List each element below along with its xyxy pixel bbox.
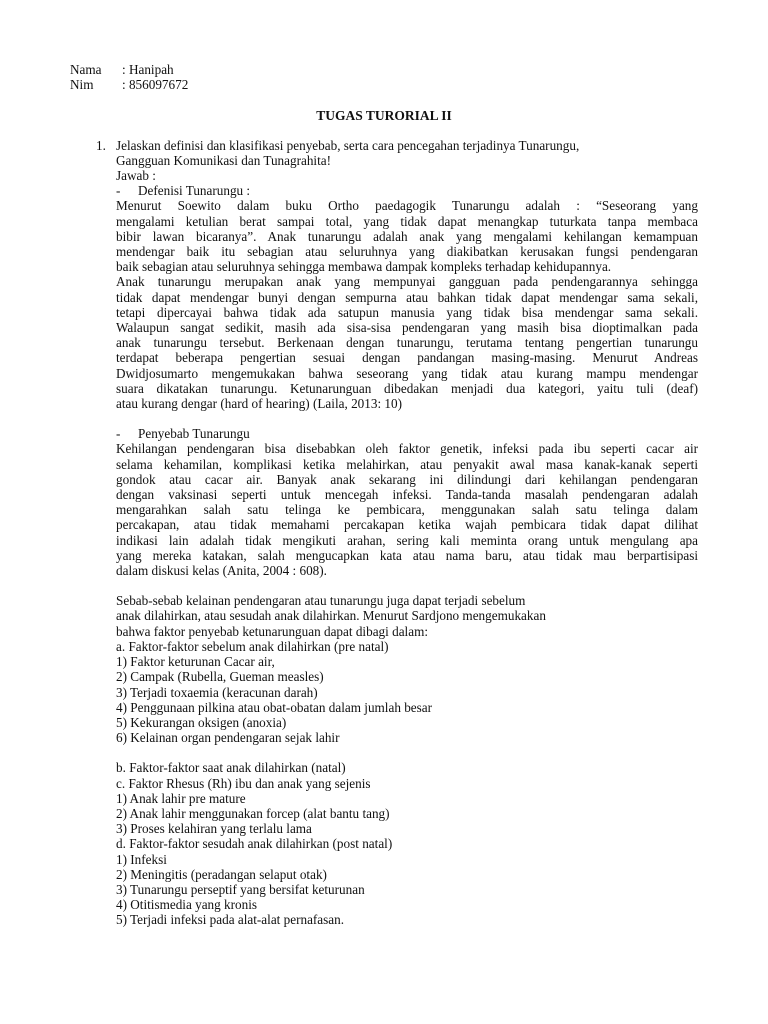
nim-label: Nim — [70, 77, 94, 93]
text-line: mendengar baik itu sebagian atau seluruhnya yang diakibatkan kerusakan fungsi pendengaran — [116, 244, 698, 260]
text-line: indikasi lain adalah tidak mengikuti arahan, sering kali meminta orang untuk mengulang apa — [116, 532, 698, 548]
spacer — [116, 578, 698, 593]
list-item: 3) Tunarungu perseptif yang bersifat keturunan — [116, 881, 365, 897]
dash-bullet: - — [116, 426, 121, 442]
text-line: Menurut Soewito dalam buku Ortho paedagogik Tunarungu adalah : “Seseorang yang — [116, 198, 698, 214]
list-item: 3) Terjadi toxaemia (keracunan darah) — [116, 684, 318, 700]
list-item: a. Faktor-faktor sebelum anak dilahirkan (pre natal) — [116, 638, 389, 654]
list-item: d. Faktor-faktor sesudah anak dilahirkan (post natal) — [116, 836, 393, 852]
text-line: mengalami ketulian berat sampai total, yang tidak dapat menangkap tuturkata tanpa membaca — [116, 213, 698, 229]
text-line: tidak dapat mendengar bunyi dengan sempurna atau bahkan tidak dapat mendengar sama sekali, — [116, 289, 698, 305]
natal-postnatal-list — [116, 760, 698, 927]
answer-body — [116, 168, 698, 928]
nim-row — [70, 77, 188, 92]
list-item: 5) Kekurangan oksigen (anoxia) — [116, 714, 287, 730]
text-line: anak dilahirkan, atau sesudah anak dilahirkan. Menurut Sardjono mengemukakan — [116, 608, 546, 624]
list-item: 3) Proses kelahiran yang terlalu lama — [116, 821, 312, 837]
nim-value: : 856097672 — [122, 77, 189, 93]
section-heading-causes — [116, 426, 698, 441]
list-item: 1) Anak lahir pre mature — [116, 790, 246, 806]
causes-paragraph-2 — [116, 593, 698, 639]
list-item: 4) Penggunaan pilkina atau obat-obatan dalam jumlah besar — [116, 699, 433, 715]
question-line: Jelaskan definisi dan klasifikasi penyebab, serta cara pencegahan terjadinya Tunarungu, — [116, 138, 580, 153]
list-item: 2) Anak lahir menggunakan forcep (alat bantu tang) — [116, 805, 390, 821]
name-row — [70, 62, 188, 77]
text-line: bibir lawan bicaranya”. Anak tunarungu adalah anak yang mengalami kehilangan kemampuan — [116, 228, 698, 244]
text-line: tetapi dipercayai bahwa tidak ada satupun manusia yang tidak bisa mendengar sama sekali. — [116, 304, 698, 320]
list-item: 5) Terjadi infeksi pada alat-alat pernafasan. — [116, 912, 345, 928]
prenatal-list — [116, 639, 698, 745]
text-line: dengan vaksinasi seperti untuk mencegah infeksi. Tanda-tanda masalah pendengaran adalah — [116, 487, 698, 503]
text-line: Sebab-sebab kelainan pendengaran atau tunarungu juga dapat terjadi sebelum — [116, 593, 526, 609]
text-line: dalam diskusi kelas (Anita, 2004 : 608). — [116, 563, 327, 579]
list-item: 1) Infeksi — [116, 851, 167, 867]
causes-paragraph-1 — [116, 441, 698, 578]
list-item: 1) Faktor keturunan Cacar air, — [116, 654, 275, 670]
text-line: anak tunarungu tersebut. Berkenaan dengan tunarungu, terutama tentang pengertian tunarungu — [116, 335, 698, 351]
definition-paragraph-2 — [116, 274, 698, 411]
list-item: 4) Otitismedia yang kronis — [116, 897, 258, 913]
text-line: selama kehamilan, komplikasi ketika melahirkan, atau penyakit awal masa kanak-kanak seperti — [116, 456, 698, 472]
question-text — [116, 138, 646, 168]
list-item: c. Faktor Rhesus (Rh) ibu dan anak yang sejenis — [116, 775, 371, 791]
text-line: Kehilangan pendengaran bisa disebabkan oleh faktor genetik, infeksi pada ibu seperti cacar air — [116, 441, 698, 457]
text-line: bahwa faktor penyebab ketunarunguan dapat dibagi dalam: — [116, 623, 428, 639]
text-line: mengarahkan salah satu telinga ke pembicara, menggunakan salah satu telinga dalam — [116, 502, 698, 518]
text-line: Walaupun sangat sedikit, masih ada sisa-sisa pendengaran yang masih bisa dioptimalkan pada — [116, 320, 698, 336]
text-line: Dwidjosumarto mengemukakan bahwa seseorang yang tidak atau kurang mampu mendengar — [116, 365, 698, 381]
document-title: TUGAS TURORIAL II — [316, 108, 452, 123]
heading-text: Penyebab Tunarungu — [138, 426, 250, 442]
spacer — [116, 411, 698, 426]
text-line: gondok atau cacar air. Banyak anak sekarang ini dilindungi dari kehilangan pendengaran — [116, 471, 698, 487]
section-heading-definition — [116, 183, 698, 198]
list-item: 2) Campak (Rubella, Gueman measles) — [116, 669, 324, 685]
student-header — [70, 62, 188, 92]
text-line: Anak tunarungu merupakan anak yang mempunyai gangguan pada pendengarannya sehingga — [116, 274, 698, 290]
name-value: : Hanipah — [122, 62, 174, 77]
text-line: suara dikatakan tunarungu. Ketunarunguan dibedakan menjadi dua kategori, yaitu tuli (deaf) — [116, 380, 698, 396]
text-line: percakapan, atau tidak memahami percakapan ketika wajah pembicara tidak dapat dilihat — [116, 517, 698, 533]
answer-label: Jawab : — [116, 168, 156, 183]
question-number: 1. — [96, 138, 106, 153]
dash-bullet: - — [116, 183, 121, 199]
text-line: atau kurang dengar (hard of hearing) (Laila, 2013: 10) — [116, 396, 402, 412]
question-line: Gangguan Komunikasi dan Tunagrahita! — [116, 153, 331, 169]
text-line: terdapat beberapa pengertian sesuai dengan pandangan masing-masing. Menurut Andreas — [116, 350, 698, 366]
list-item: 2) Meningitis (peradangan selaput otak) — [116, 866, 327, 882]
list-item: b. Faktor-faktor saat anak dilahirkan (natal) — [116, 760, 346, 776]
text-line: yang mereka katakan, salah mengucapkan kata atau nama baru, atau tidak mau berpartisipasi — [116, 547, 698, 563]
spacer — [116, 745, 698, 760]
list-item: 6) Kelainan organ pendengaran sejak lahir — [116, 730, 340, 746]
name-label: Nama — [70, 62, 102, 77]
text-line: baik sebagian atau seluruhnya sehingga membawa dampak kompleks terhadap kehidupannya. — [116, 259, 612, 275]
definition-paragraph-1 — [116, 198, 698, 274]
heading-text: Defenisi Tunarungu : — [138, 183, 251, 199]
